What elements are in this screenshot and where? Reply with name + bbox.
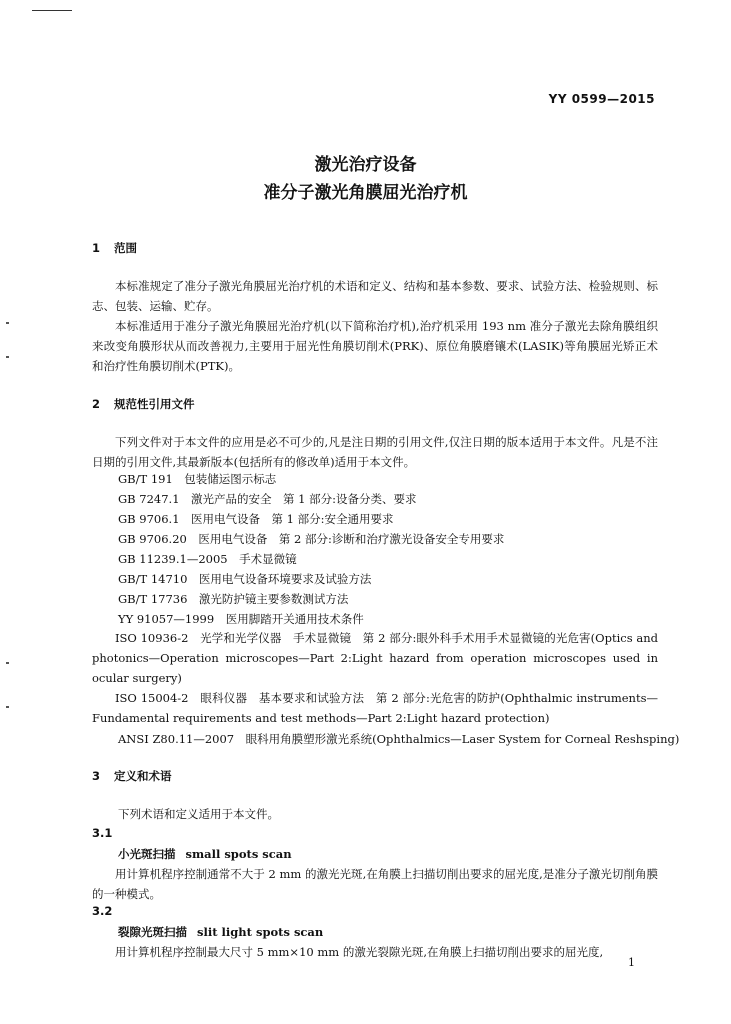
paragraph: 下列术语和定义适用于本文件。 — [118, 807, 279, 821]
margin-mark — [6, 706, 9, 708]
page-number: 1 — [628, 956, 635, 969]
term-number: 3.1 — [92, 826, 113, 840]
margin-mark — [6, 662, 9, 664]
section-title: 规范性引用文件 — [114, 397, 195, 411]
term-entry — [118, 924, 323, 940]
section-number: 2 — [92, 397, 101, 411]
term-number: 3.2 — [92, 904, 113, 918]
reference-item: YY 91057—1999 医用脚踏开关通用技术条件 — [118, 612, 364, 626]
term-definition: 用计算机程序控制最大尺寸 5 mm×10 mm 的激光裂隙光斑,在角膜上扫描切削出要求的屈光度, — [115, 945, 604, 959]
reference-item: GB/T 17736 激光防护镜主要参数测试方法 — [118, 592, 349, 606]
term-english: slit light spots scan — [197, 925, 324, 939]
document-title-line2: 准分子激光角膜屈光治疗机 — [263, 183, 468, 203]
section-title: 定义和术语 — [114, 769, 172, 783]
term-english: small spots scan — [185, 847, 292, 861]
margin-mark — [6, 322, 9, 324]
paragraph: 本标准适用于准分子激光角膜屈光治疗机(以下简称治疗机),治疗机采用 193 nm 准分子激光去除角膜组织来改变角膜形状从而改善视力,主要用于屈光性角膜切削术(PRK)、原位角膜磨镶术(LASIK)等角膜屈光矫正术和治疗性角膜切削术(PTK)。 — [92, 319, 658, 373]
reference-item: ISO 10936-2 光学和光学仪器 手术显微镜 第 2 部分:眼外科手术用手术显微镜的光危害(Optics and photonics—Operation microscopes—Part 2:Light hazard from operation microscopes used in ocular surgery) — [92, 631, 658, 685]
top-rule — [32, 10, 72, 11]
section-number: 3 — [92, 769, 101, 783]
margin-mark — [6, 356, 9, 358]
reference-item: GB 9706.1 医用电气设备 第 1 部分:安全通用要求 — [118, 512, 394, 526]
reference-item: GB 9706.20 医用电气设备 第 2 部分:诊断和治疗激光设备安全专用要求 — [118, 532, 505, 546]
term-chinese: 小光斑扫描 — [118, 847, 176, 861]
paragraph: 下列文件对于本文件的应用是必不可少的,凡是注日期的引用文件,仅注日期的版本适用于本文件。凡是不注日期的引用文件,其最新版本(包括所有的修改单)适用于本文件。 — [92, 435, 658, 469]
reference-item: GB/T 191 包装储运图示标志 — [118, 472, 277, 486]
reference-item: GB 7247.1 激光产品的安全 第 1 部分:设备分类、要求 — [118, 492, 417, 506]
section-title: 范围 — [114, 241, 137, 255]
section-heading — [92, 396, 195, 412]
document-title-line1: 激光治疗设备 — [314, 155, 417, 175]
section-heading — [92, 768, 172, 784]
term-definition: 用计算机程序控制通常不大于 2 mm 的激光光斑,在角膜上扫描切削出要求的屈光度,是准分子激光切削角膜的一种模式。 — [92, 867, 658, 901]
reference-item: GB/T 14710 医用电气设备环境要求及试验方法 — [118, 572, 372, 586]
section-number: 1 — [92, 241, 101, 255]
section-heading — [92, 240, 137, 256]
term-chinese: 裂隙光斑扫描 — [118, 925, 187, 939]
reference-item: GB 11239.1—2005 手术显微镜 — [118, 552, 297, 566]
term-entry — [118, 846, 292, 862]
reference-item: ANSI Z80.11—2007 眼科用角膜塑形激光系统(Ophthalmics—Laser System for Corneal Reshsping) — [118, 732, 680, 746]
paragraph: 本标准规定了准分子激光角膜屈光治疗机的术语和定义、结构和基本参数、要求、试验方法、检验规则、标志、包装、运输、贮存。 — [92, 279, 658, 313]
document-code: YY 0599—2015 — [548, 92, 655, 106]
reference-item: ISO 15004-2 眼科仪器 基本要求和试验方法 第 2 部分:光危害的防护(Ophthalmic instruments—Fundamental requirements and test methods—Part 2:Light hazard protection) — [92, 691, 658, 725]
